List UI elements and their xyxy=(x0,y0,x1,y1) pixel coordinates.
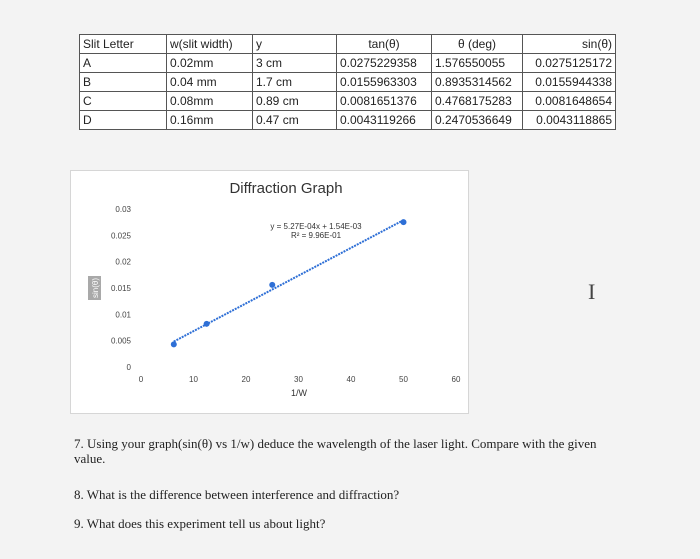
data-point xyxy=(171,341,177,347)
y-tick-label: 0.025 xyxy=(110,231,131,241)
table-cell: 0.0155944338 xyxy=(523,73,616,92)
chart-svg xyxy=(71,171,468,413)
x-tick-label: 20 xyxy=(241,375,251,384)
table-row xyxy=(80,92,616,111)
y-tick-label: 0.03 xyxy=(115,205,131,214)
trendline-r2: R² = 9.96E-01 xyxy=(290,231,342,240)
header-cell: sin(θ) xyxy=(523,35,616,54)
table-cell: 0.0275125172 xyxy=(523,54,616,73)
diffraction-chart xyxy=(70,170,469,414)
header-cell: w(slit width) xyxy=(167,35,253,54)
x-tick-label: 10 xyxy=(189,375,198,384)
table-cell: 0.47 cm xyxy=(253,111,337,130)
table-cell: 0.0155963303 xyxy=(337,73,432,92)
trendline-equation: y = 5.27E-04x + 1.54E-03 xyxy=(270,222,362,231)
data-table xyxy=(79,34,616,130)
table-cell: 0.08mm xyxy=(167,92,253,111)
x-tick-label: 40 xyxy=(346,375,356,384)
question-7: 7. Using your graph(sin(θ) vs 1/w) deduce the wavelength of the laser light. Compare with the given value. xyxy=(74,436,597,466)
y-axis-label: sin(θ) xyxy=(91,277,100,299)
header-cell: y xyxy=(253,35,337,54)
y-tick-label: 0 xyxy=(126,363,131,372)
table-cell: 0.0043119266 xyxy=(337,111,432,130)
table-cell: 0.8935314562 xyxy=(432,73,523,92)
y-tick-label: 0.015 xyxy=(110,284,131,293)
table-cell: 0.02mm xyxy=(167,54,253,73)
table-row xyxy=(80,73,616,92)
header-cell: θ (deg) xyxy=(432,35,523,54)
table-row xyxy=(80,111,616,130)
table-cell: D xyxy=(80,111,167,130)
table-cell: 0.16mm xyxy=(167,111,253,130)
data-point xyxy=(204,321,210,327)
text-cursor-icon: I xyxy=(588,279,596,304)
data-point xyxy=(401,219,407,225)
y-tick-label: 0.02 xyxy=(115,257,131,267)
y-tick-label: 0.005 xyxy=(110,336,131,346)
table-cell: B xyxy=(80,73,167,92)
header-cell: Slit Letter xyxy=(80,35,167,54)
table-cell: 0.04 mm xyxy=(167,73,253,92)
table-cell: 1.7 cm xyxy=(253,73,337,92)
table-cell: 0.89 cm xyxy=(253,92,337,111)
data-point xyxy=(269,282,275,288)
x-tick-label: 50 xyxy=(399,375,408,384)
table-cell: A xyxy=(80,54,167,73)
x-tick-label: 60 xyxy=(451,375,461,384)
table-cell: 0.0275229358 xyxy=(337,54,432,73)
y-tick-label: 0.01 xyxy=(115,310,131,320)
table-cell: 0.4768175283 xyxy=(432,92,523,111)
table-cell: 0.0081648654 xyxy=(523,92,616,111)
table-cell: C xyxy=(80,92,167,111)
x-axis-label: 1/W xyxy=(290,388,308,398)
header-cell: tan(θ) xyxy=(337,35,432,54)
question-9: 9. What does this experiment tell us about light? xyxy=(74,516,326,531)
question-8: 8. What is the difference between interference and diffraction? xyxy=(74,487,400,502)
table-cell: 3 cm xyxy=(253,54,337,73)
table-cell: 1.576550055 xyxy=(432,54,523,73)
table-row xyxy=(80,54,616,73)
table-header-row xyxy=(80,35,616,54)
table-cell: 0.0043118865 xyxy=(523,111,616,130)
table-cell: 0.0081651376 xyxy=(337,92,432,111)
x-tick-label: 30 xyxy=(294,375,303,384)
y-axis-label-group xyxy=(88,276,101,300)
chart-title: Diffraction Graph xyxy=(229,180,343,197)
x-tick-label: 0 xyxy=(138,375,144,384)
table-cell: 0.2470536649 xyxy=(432,111,523,130)
